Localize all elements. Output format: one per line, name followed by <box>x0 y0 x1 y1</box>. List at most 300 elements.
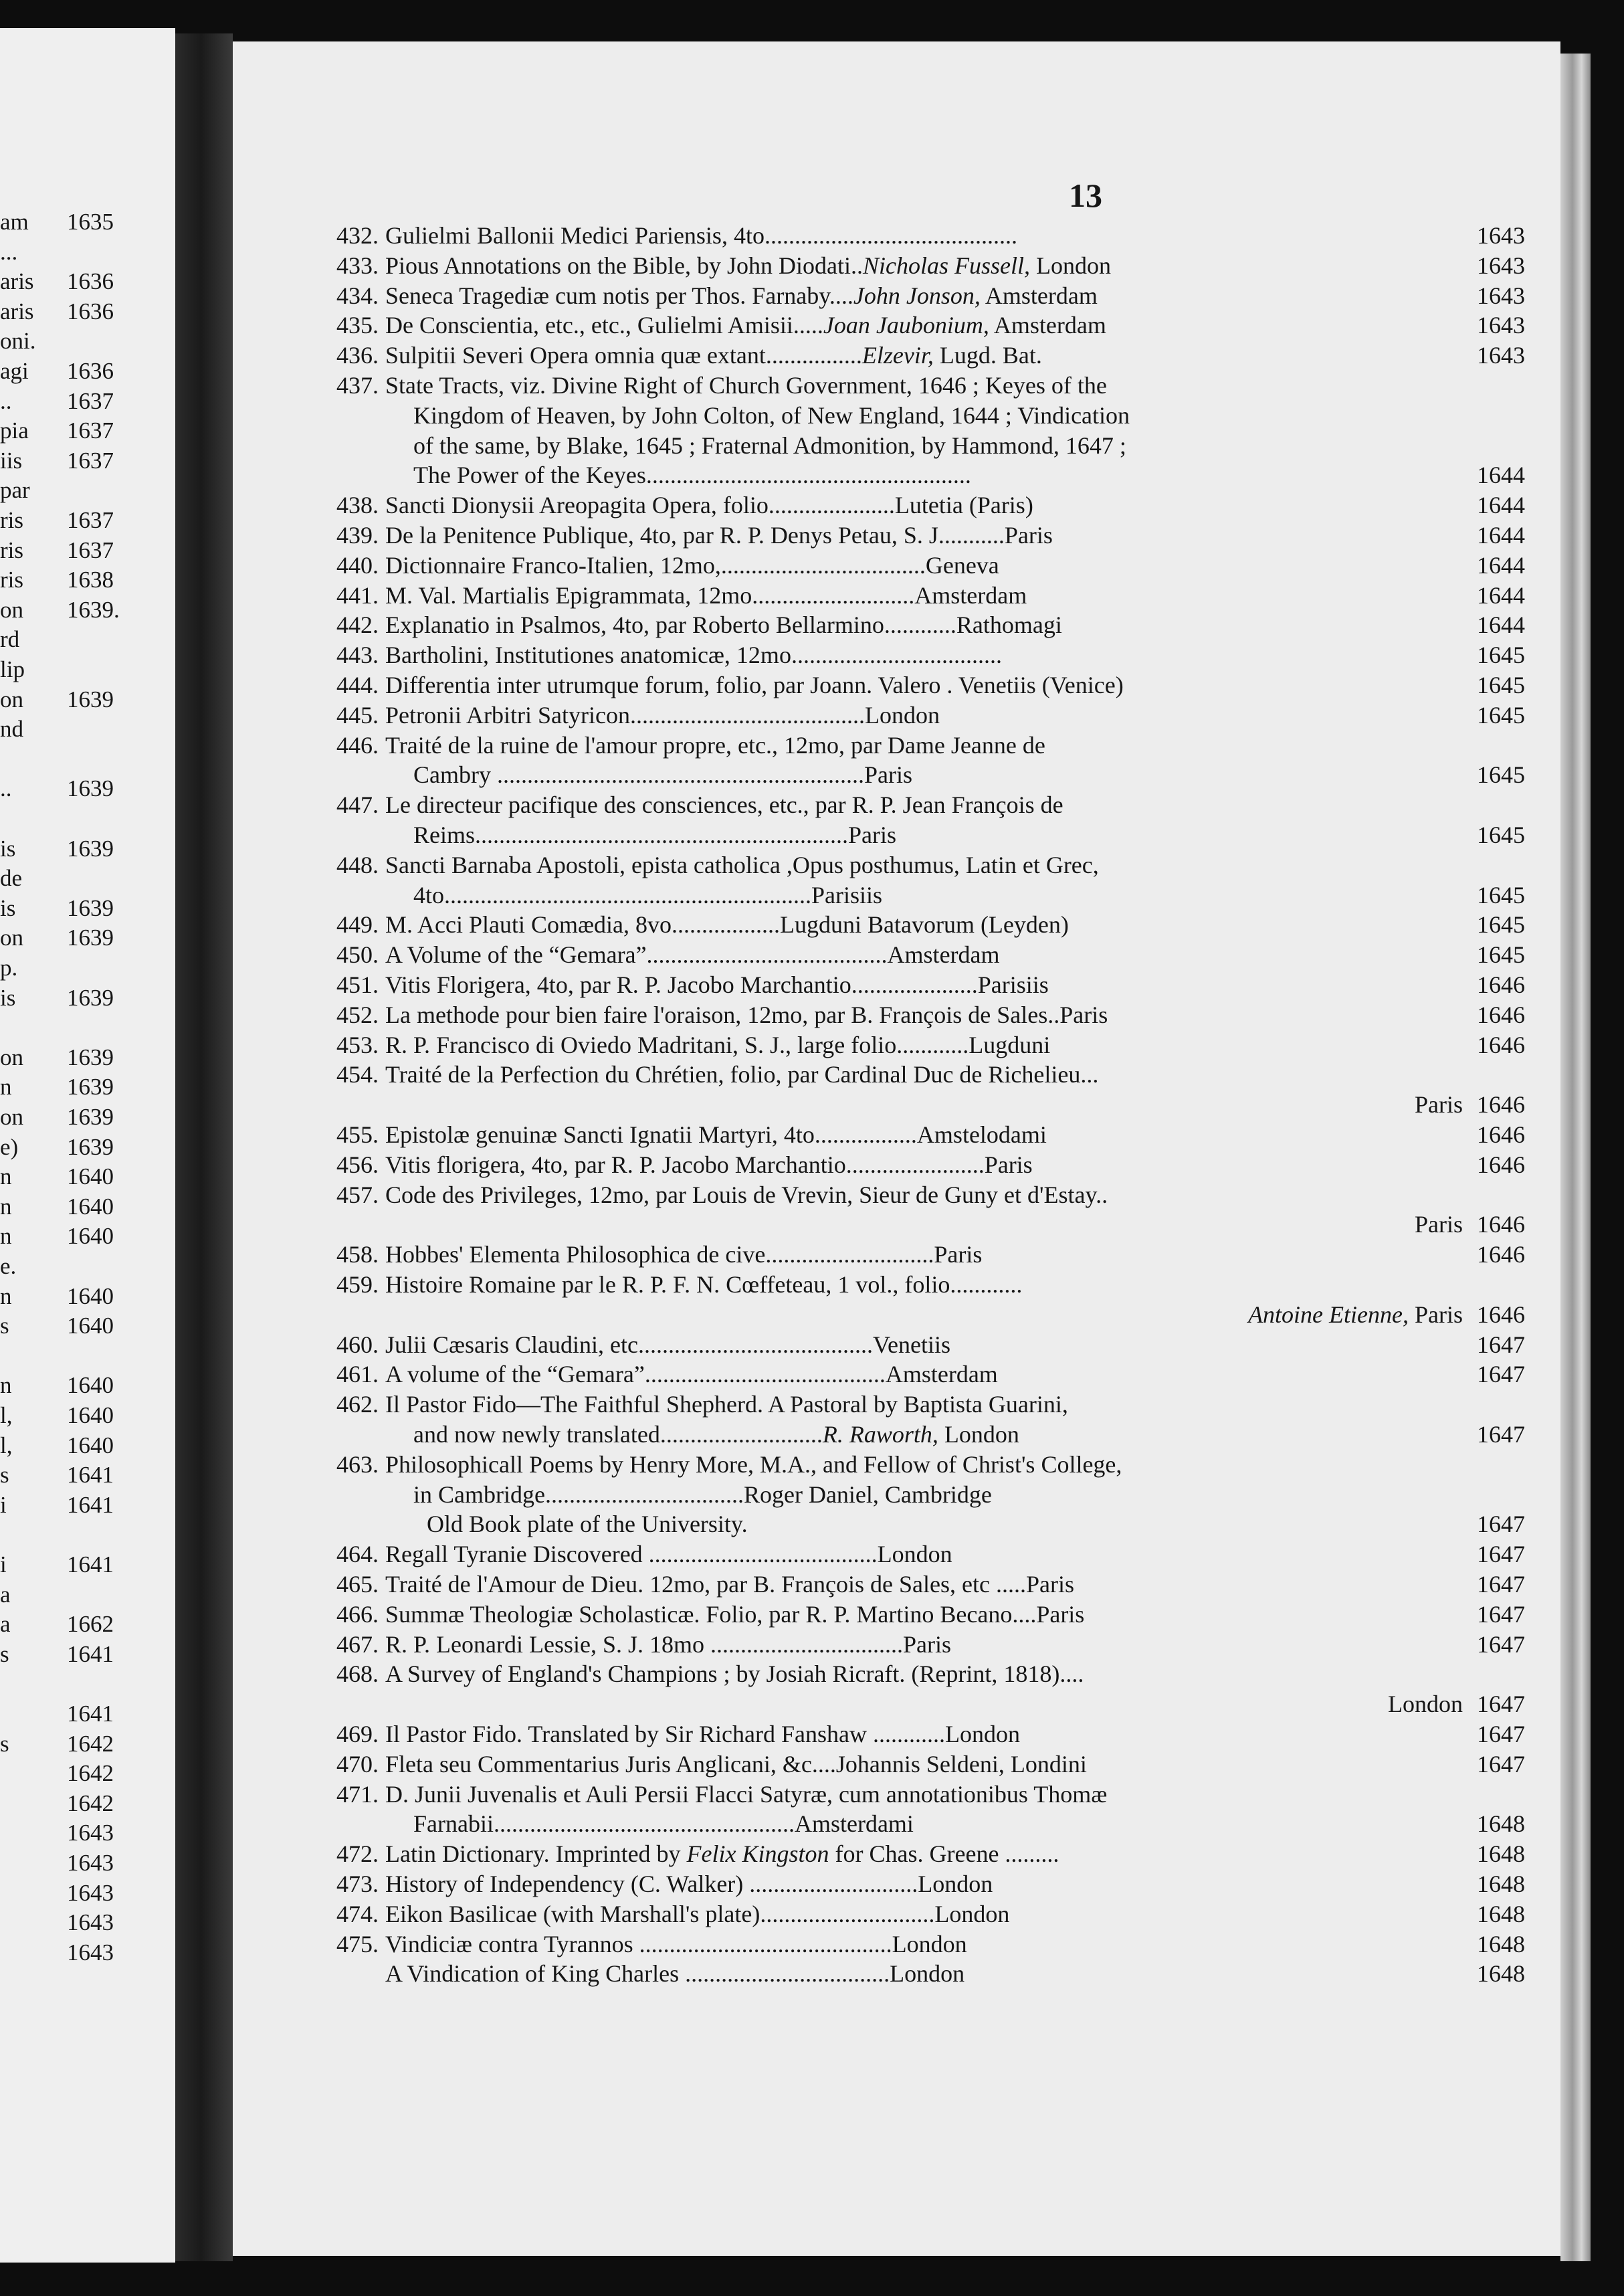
entry-year: 1645 <box>1477 941 1525 969</box>
entry-number: 447. <box>336 791 379 819</box>
entry-number: 455. <box>336 1121 379 1148</box>
entry-text: Farnabii..................................................Amsterdami <box>413 1810 914 1838</box>
left-page-fragment-text: on <box>0 925 23 951</box>
entry-text: Regall Tyranie Discovered ......................................London <box>385 1541 952 1568</box>
left-page-fragment-text: .. <box>0 387 12 414</box>
left-page-fragment-text: n <box>0 1163 12 1190</box>
entry-text: Il Pastor Fido. Translated by Sir Richard Fanshaw ............London <box>385 1721 1020 1747</box>
entry-text: Code des Privileges, 12mo, par Louis de Vrevin, Sieur de Guny et d'Estay.. <box>385 1181 1108 1208</box>
left-page-line <box>0 894 175 923</box>
catalog-entry <box>233 1719 1560 1749</box>
entry-text: Cambry .............................................................Paris <box>413 761 912 789</box>
catalog-entry-continuation <box>233 401 1560 430</box>
catalog-entry <box>233 1240 1560 1269</box>
entry-text: Eikon Basilicae (with Marshall's plate).............................London <box>385 1900 1010 1927</box>
catalog-entry <box>233 1539 1560 1569</box>
left-page-line <box>0 297 175 326</box>
entry-text: Traité de l'Amour de Dieu. 12mo, par B. François de Sales, etc .....Paris <box>385 1571 1074 1598</box>
entry-text: D. Junii Juvenalis et Auli Persii Flacci Satyræ, cum annotationibus Thomæ <box>385 1780 1108 1808</box>
entry-year: 1648 <box>1477 1840 1525 1868</box>
left-page-line <box>0 506 175 535</box>
left-page-line <box>0 1460 175 1490</box>
left-page-line <box>0 476 175 505</box>
left-page-fragment-text: s <box>0 1313 9 1339</box>
catalog-entry <box>233 1330 1560 1359</box>
entry-text: and now newly translated...........................R. Raworth, London <box>413 1421 1019 1448</box>
catalog-entry <box>233 1600 1560 1629</box>
catalog-entry-continuation <box>233 431 1560 460</box>
left-page-fragment-text: l, <box>0 1432 13 1458</box>
left-page-year: 1639 <box>67 686 114 712</box>
left-page-year: 1640 <box>67 1223 114 1250</box>
entry-text: Petronii Arbitri Satyricon.......................................London <box>385 701 940 729</box>
catalog-entry <box>233 281 1560 310</box>
left-page-year: 1637 <box>67 447 114 474</box>
left-page-line <box>0 923 175 953</box>
catalog-entry-continuation <box>233 1509 1560 1539</box>
catalog-entry <box>233 1839 1560 1869</box>
left-page-fragment-text: aris <box>0 268 34 295</box>
page-edge <box>1560 54 1591 2261</box>
entry-text: A Survey of England's Champions ; by Josiah Ricraft. (Reprint, 1818).... <box>385 1660 1084 1688</box>
left-page-fragment-text: l, <box>0 1402 13 1428</box>
left-page-line <box>0 267 175 296</box>
entry-number: 471. <box>336 1780 379 1808</box>
left-page-year: 1640 <box>67 1313 114 1339</box>
left-page-year: 1662 <box>67 1611 114 1638</box>
left-page-year: 1637 <box>67 507 114 533</box>
left-page-line <box>0 1133 175 1162</box>
entry-number: 440. <box>336 551 379 579</box>
entry-text: Julii Cæsaris Claudini, etc.......................................Venetiis <box>385 1331 950 1358</box>
entry-text: Sancti Barnaba Apostoli, epista catholica ,Opus posthumus, Latin et Grec, <box>385 851 1099 878</box>
left-page-line <box>0 1520 175 1549</box>
entry-number: 443. <box>336 642 379 669</box>
entry-text: Differentia inter utrumque forum, folio, par Joann. Valero . Venetiis (Venice) <box>385 672 1124 698</box>
entry-number: 434. <box>336 282 379 309</box>
left-page-line <box>0 595 175 625</box>
entry-number: 438. <box>336 492 379 519</box>
catalog-entry <box>233 790 1560 820</box>
entry-text: Latin Dictionary. Imprinted by Felix Kingston for Chas. Greene ......... <box>385 1840 1059 1868</box>
catalog-entry <box>233 1569 1560 1599</box>
catalog-entry <box>233 1749 1560 1779</box>
catalog-entry <box>233 1180 1560 1210</box>
entry-text: La methode pour bien faire l'oraison, 12mo, par B. François de Sales..Paris <box>385 1001 1108 1028</box>
catalog-entry-continuation <box>233 1689 1560 1719</box>
entry-number: 470. <box>336 1750 379 1778</box>
entry-text: Vitis florigera, 4to, par R. P. Jacobo Marchantio.......................Paris <box>385 1151 1033 1178</box>
left-page-line <box>0 1491 175 1520</box>
entry-year: 1643 <box>1477 222 1525 249</box>
left-page-line <box>0 1072 175 1102</box>
left-page-fragment-text: a <box>0 1611 11 1638</box>
left-page-fragment-text: iis <box>0 447 23 474</box>
left-page-line <box>0 1699 175 1729</box>
left-page-line <box>0 1371 175 1400</box>
entry-text: Summæ Theologiæ Scholasticæ. Folio, par R. P. Martino Becano....Paris <box>385 1600 1085 1628</box>
left-page-fragment-text: on <box>0 686 23 712</box>
left-page-year: 1638 <box>67 567 114 593</box>
left-page-year: 1643 <box>67 1879 114 1906</box>
entry-year: 1644 <box>1477 462 1525 489</box>
left-page-line <box>0 1789 175 1818</box>
entry-number: 448. <box>336 851 379 878</box>
left-page-line <box>0 745 175 774</box>
left-page-fragment-text: is <box>0 835 16 862</box>
catalog-entry-continuation <box>233 1210 1560 1239</box>
left-page-fragment-text: ris <box>0 537 23 563</box>
catalog-entry <box>233 490 1560 520</box>
entry-year: 1647 <box>1477 1541 1525 1568</box>
catalog-entry <box>233 700 1560 730</box>
catalog-entry <box>233 1030 1560 1060</box>
entry-number: 475. <box>336 1930 379 1957</box>
entry-year: 1645 <box>1477 911 1525 939</box>
catalog-entry <box>233 1869 1560 1899</box>
left-page-fragment-text: n <box>0 1074 12 1101</box>
entry-text: Paris <box>1415 1211 1469 1238</box>
entry-year: 1648 <box>1477 1810 1525 1838</box>
left-page-year: 1636 <box>67 298 114 324</box>
entry-text: Dictionnaire Franco-Italien, 12mo,..................................Geneva <box>385 551 999 579</box>
entry-text: Vitis Florigera, 4to, par R. P. Jacobo Marchantio.....................Parisiis <box>385 971 1049 998</box>
entry-number: 469. <box>336 1721 379 1747</box>
left-page-year: 1639 <box>67 1074 114 1101</box>
catalog-entry <box>233 1659 1560 1689</box>
left-page-line <box>0 1848 175 1878</box>
entry-number: 463. <box>336 1450 379 1478</box>
entry-number: 442. <box>336 611 379 639</box>
left-page-fragment-text: .. <box>0 775 12 802</box>
left-page-fragment-text: s <box>0 1730 9 1757</box>
left-page-line <box>0 416 175 446</box>
entry-text: Traité de la Perfection du Chrétien, folio, par Cardinal Duc de Richelieu... <box>385 1061 1099 1088</box>
left-page-fragment-text: nd <box>0 716 23 743</box>
left-page-fragment-text: n <box>0 1372 12 1399</box>
left-page-fragment-text: s <box>0 1640 9 1667</box>
entry-number: 439. <box>336 522 379 549</box>
entry-text: Reims..............................................................Paris <box>413 822 897 848</box>
left-page-line <box>0 1431 175 1460</box>
entry-text: State Tracts, viz. Divine Right of Church Government, 1646 ; Keyes of the <box>385 372 1107 399</box>
catalog-entry <box>233 1060 1560 1089</box>
left-page-fragment-text: par <box>0 477 30 504</box>
left-page-year: 1639 <box>67 1133 114 1160</box>
entry-publisher: John Jonson, <box>853 282 981 309</box>
catalog-entry <box>233 940 1560 969</box>
entry-number: 444. <box>336 672 379 698</box>
entry-year: 1647 <box>1477 1571 1525 1598</box>
left-page-year: 1640 <box>67 1163 114 1190</box>
catalog-entry <box>233 1959 1560 1988</box>
entry-number: 472. <box>336 1840 379 1868</box>
entry-number: 464. <box>336 1541 379 1568</box>
left-page-fragment-text: n <box>0 1282 12 1309</box>
left-page-year: 1643 <box>67 1909 114 1936</box>
left-page-fragment-text: on <box>0 1104 23 1130</box>
entry-number: 451. <box>336 971 379 998</box>
left-page-fragment-text: p. <box>0 955 18 981</box>
left-page-line <box>0 804 175 834</box>
left-page-line <box>0 1252 175 1281</box>
left-page-line <box>0 1640 175 1669</box>
catalog-entry <box>233 640 1560 670</box>
left-page-fragment-text: pia <box>0 417 29 444</box>
left-page-fragment-text: rd <box>0 626 20 653</box>
entry-number: 436. <box>336 342 379 369</box>
left-page-line <box>0 1013 175 1042</box>
left-page-line <box>0 536 175 565</box>
left-page-year: 1642 <box>67 1760 114 1787</box>
left-page-year: 1639 <box>67 925 114 951</box>
entry-publisher: Nicholas Fussell, <box>863 252 1031 279</box>
left-page-line <box>0 1282 175 1311</box>
left-page-fragment-text: lip <box>0 656 25 682</box>
left-page-year: 1639 <box>67 775 114 802</box>
entry-year: 1644 <box>1477 551 1525 579</box>
left-page-year: 1643 <box>67 1939 114 1966</box>
left-page-line <box>0 387 175 416</box>
catalog-entry-continuation <box>233 1090 1560 1119</box>
entry-text: A Volume of the “Gemara”........................................Amsterdam <box>385 941 1000 969</box>
entry-number: 467. <box>336 1630 379 1658</box>
left-page-year: 1636 <box>67 268 114 295</box>
left-page-line <box>0 1311 175 1341</box>
left-page-line <box>0 1401 175 1430</box>
entry-text: Sancti Dionysii Areopagita Opera, folio.....................Lutetia (Paris) <box>385 492 1033 519</box>
entry-text: Antoine Etienne, Paris <box>1248 1301 1469 1328</box>
entry-number: 466. <box>336 1600 379 1628</box>
left-page-line <box>0 834 175 864</box>
entry-text: Kingdom of Heaven, by John Colton, of New England, 1644 ; Vindication <box>413 401 1130 429</box>
left-page-year: 1637 <box>67 387 114 414</box>
catalog-page <box>233 41 1560 2256</box>
left-page-year: 1642 <box>67 1790 114 1816</box>
page-number: 13 <box>1069 177 1102 214</box>
entry-year: 1648 <box>1477 1871 1525 1897</box>
left-page-line <box>0 1162 175 1191</box>
left-page-year: 1635 <box>67 209 114 235</box>
entry-year: 1644 <box>1477 611 1525 639</box>
left-page-year: 1639 <box>67 1044 114 1070</box>
left-page-line <box>0 565 175 595</box>
left-page-year: 1639 <box>67 894 114 921</box>
entry-year: 1647 <box>1477 1750 1525 1778</box>
left-page-line <box>0 685 175 714</box>
left-page-fragment-text: ris <box>0 507 23 533</box>
left-page-line <box>0 1550 175 1580</box>
entry-number: 462. <box>336 1391 379 1418</box>
entry-number: 458. <box>336 1241 379 1268</box>
entry-year: 1646 <box>1477 1001 1525 1028</box>
left-page-year: 1640 <box>67 1193 114 1220</box>
entry-text: A Vindication of King Charles ..................................London <box>385 1960 965 1988</box>
entry-publisher: Antoine Etienne, <box>1248 1301 1409 1328</box>
left-page-year: 1639. <box>67 596 120 623</box>
entry-number: 460. <box>336 1331 379 1358</box>
left-page-line <box>0 1580 175 1610</box>
entry-year: 1643 <box>1477 252 1525 279</box>
catalog-entry <box>233 371 1560 400</box>
entry-year: 1645 <box>1477 672 1525 698</box>
entry-year: 1648 <box>1477 1900 1525 1927</box>
entry-year: 1647 <box>1477 1691 1525 1718</box>
left-page-line <box>0 714 175 744</box>
catalog-entry-continuation <box>233 760 1560 789</box>
entry-text: in Cambridge.................................Roger Daniel, Cambridge <box>413 1480 992 1508</box>
left-page-line <box>0 1192 175 1222</box>
entry-number: 449. <box>336 911 379 939</box>
entry-year: 1645 <box>1477 642 1525 669</box>
left-page-line <box>0 774 175 803</box>
entry-year: 1647 <box>1477 1421 1525 1448</box>
left-page-year: 1641 <box>67 1462 114 1489</box>
catalog-entry <box>233 1359 1560 1389</box>
left-page-year: 1643 <box>67 1820 114 1846</box>
entry-text: Hobbes' Elementa Philosophica de cive............................Paris <box>385 1241 983 1268</box>
entry-number: 437. <box>336 372 379 399</box>
catalog-entry-continuation <box>233 1300 1560 1329</box>
left-page-year: 1641 <box>67 1701 114 1727</box>
catalog-entry-continuation <box>233 460 1560 490</box>
left-page-fragment-text: n <box>0 1193 12 1220</box>
left-page-year: 1641 <box>67 1640 114 1667</box>
left-page-line <box>0 1759 175 1788</box>
catalog-entry <box>233 221 1560 250</box>
entry-number: 457. <box>336 1181 379 1208</box>
catalog-entry <box>233 610 1560 640</box>
catalog-entry <box>233 731 1560 760</box>
entry-publisher: Felix Kingston <box>686 1840 829 1868</box>
left-page-fragment-text: a <box>0 1581 11 1608</box>
catalog-entry <box>233 341 1560 370</box>
left-page-year: 1640 <box>67 1372 114 1399</box>
entry-year: 1644 <box>1477 492 1525 519</box>
entry-text: Il Pastor Fido—The Faithful Shepherd. A Pastoral by Baptista Guarini, <box>385 1391 1068 1418</box>
left-page-fragment-text: de <box>0 865 23 892</box>
entry-number: 456. <box>336 1151 379 1178</box>
entry-year: 1646 <box>1477 1151 1525 1178</box>
left-page-fragment-text: ... <box>0 238 18 265</box>
left-page-year: 1642 <box>67 1730 114 1757</box>
left-page-year: 1637 <box>67 537 114 563</box>
entry-text: Bartholini, Institutiones anatomicæ, 12mo................................... <box>385 642 1002 669</box>
catalog-entry <box>233 1899 1560 1929</box>
left-page-line <box>0 326 175 356</box>
entry-text: London <box>1388 1691 1469 1718</box>
left-page-line <box>0 1222 175 1251</box>
entry-year: 1646 <box>1477 1211 1525 1238</box>
left-page-fragment-text: s <box>0 1462 9 1489</box>
entry-year: 1648 <box>1477 1960 1525 1988</box>
entry-text: R. P. Leonardi Lessie, S. J. 18mo ................................Paris <box>385 1630 951 1658</box>
left-page-year: 1640 <box>67 1282 114 1309</box>
left-page-fragment-text: ris <box>0 567 23 593</box>
entry-text: Gulielmi Ballonii Medici Pariensis, 4to.......................................... <box>385 222 1017 249</box>
left-page-fragment-text: oni. <box>0 328 36 355</box>
entry-year: 1645 <box>1477 701 1525 729</box>
entry-year: 1645 <box>1477 881 1525 908</box>
left-page-fragment-text: e) <box>0 1133 19 1160</box>
entry-year: 1647 <box>1477 1361 1525 1388</box>
catalog-entry <box>233 1000 1560 1030</box>
entry-text: History of Independency (C. Walker) ............................London <box>385 1871 993 1897</box>
entry-number: 432. <box>336 222 379 249</box>
catalog-entry <box>233 1450 1560 1479</box>
entry-year: 1647 <box>1477 1630 1525 1658</box>
left-page-year: 1639 <box>67 1104 114 1130</box>
entry-text: Traité de la ruine de l'amour propre, etc., 12mo, par Dame Jeanne de <box>385 731 1045 759</box>
entry-year: 1646 <box>1477 1091 1525 1119</box>
entry-number: 461. <box>336 1361 379 1388</box>
entry-text: M. Val. Martialis Epigrammata, 12mo...........................Amsterdam <box>385 581 1027 609</box>
entry-number: 454. <box>336 1061 379 1088</box>
catalog-entry <box>233 1390 1560 1419</box>
entry-number: 473. <box>336 1871 379 1897</box>
entry-year: 1645 <box>1477 822 1525 848</box>
left-page-fragment-text: n <box>0 1223 12 1250</box>
left-page-fragment <box>0 28 175 2263</box>
entry-number: 474. <box>336 1900 379 1927</box>
entry-text: M. Acci Plauti Comædia, 8vo..................Lugduni Batavorum (Leyden) <box>385 911 1069 939</box>
entry-text: De la Penitence Publique, 4to, par R. P. Denys Petau, S. J...........Paris <box>385 522 1053 549</box>
entry-number: 435. <box>336 312 379 339</box>
entry-year: 1643 <box>1477 312 1525 339</box>
catalog-entry <box>233 1150 1560 1179</box>
entry-year: 1643 <box>1477 282 1525 309</box>
left-page-fragment-text: i <box>0 1491 7 1518</box>
left-page-year: 1639 <box>67 984 114 1011</box>
left-page-line <box>0 1879 175 1908</box>
entry-text: Pious Annotations on the Bible, by John Diodati..Nicholas Fussell, London <box>385 252 1112 279</box>
left-page-line <box>0 1669 175 1699</box>
catalog-entry-continuation <box>233 1480 1560 1509</box>
entry-text: Vindiciæ contra Tyrannos ..........................................London <box>385 1930 967 1957</box>
entry-year: 1645 <box>1477 761 1525 789</box>
entry-number: 445. <box>336 701 379 729</box>
entry-text: 4to.............................................................Parisiis <box>413 881 883 908</box>
left-page-line <box>0 1043 175 1072</box>
entry-number: 452. <box>336 1001 379 1028</box>
entry-publisher: Elzevir, <box>861 342 934 369</box>
entry-year: 1646 <box>1477 1031 1525 1058</box>
book-gutter <box>175 33 233 2261</box>
entry-year: 1647 <box>1477 1511 1525 1538</box>
entry-number: 465. <box>336 1571 379 1598</box>
left-page-year: 1641 <box>67 1551 114 1577</box>
catalog-entry <box>233 1630 1560 1659</box>
catalog-entry <box>233 1780 1560 1809</box>
catalog-entry-continuation <box>233 1809 1560 1838</box>
catalog-entry-continuation <box>233 820 1560 850</box>
entry-text: The Power of the Keyes...................................................... <box>413 462 971 489</box>
left-page-year: 1640 <box>67 1432 114 1458</box>
left-page-line <box>0 207 175 237</box>
catalog-entry-continuation <box>233 880 1560 910</box>
left-page-fragment-text: on <box>0 1044 23 1070</box>
entry-year: 1646 <box>1477 1121 1525 1148</box>
left-page-line <box>0 357 175 386</box>
left-page-year: 1639 <box>67 835 114 862</box>
left-page-line <box>0 1103 175 1132</box>
entry-text: Old Book plate of the University. <box>427 1511 748 1538</box>
entry-text: R. P. Francisco di Oviedo Madritani, S. J., large folio............Lugduni <box>385 1031 1051 1058</box>
left-page-fragment-text: am <box>0 209 29 235</box>
entry-year: 1648 <box>1477 1930 1525 1957</box>
entry-text: Explanatio in Psalmos, 4to, par Roberto Bellarmino............Rathomagi <box>385 611 1062 639</box>
catalog-entry <box>233 970 1560 999</box>
